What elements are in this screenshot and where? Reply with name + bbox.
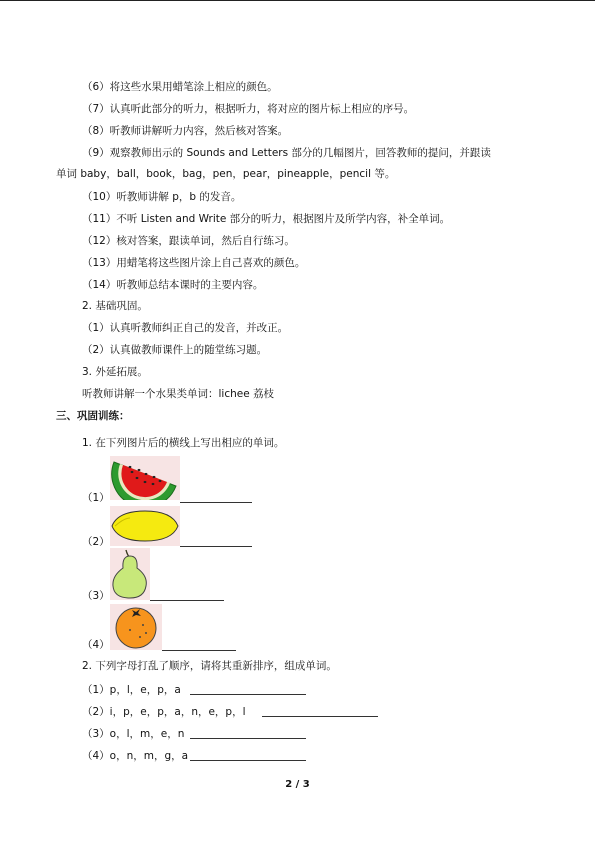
q1-answer-line-2[interactable] (180, 546, 252, 547)
step-7: （7）认真听此部分的听力，根据听力，将对应的图片标上相应的序号。 (82, 103, 415, 115)
exercise-heading: 三、巩固训练： (56, 410, 130, 422)
step-14: （14）听教师总结本课时的主要内容。 (82, 279, 264, 291)
section-2-item-1: （1）认真听教师纠正自己的发音，并改正。 (82, 322, 289, 334)
q2-item-3: （3）o，l，m，e，n (82, 728, 185, 740)
orange-icon (110, 604, 162, 650)
q1-answer-line-1[interactable] (180, 502, 252, 503)
section-2-title: 2. 基础巩固。 (82, 300, 148, 312)
watermelon-slice-icon (110, 456, 180, 500)
pear-icon (110, 548, 150, 600)
step-8: （8）听教师讲解听力内容，然后核对答案。 (82, 125, 289, 137)
step-11: （11）不听 Listen and Write 部分的听力，根据图片及所学内容，补全单词。 (82, 213, 451, 225)
step-9-continued: 单词 baby，ball，book，bag，pen，pear，pineapple，pencil 等。 (56, 168, 396, 180)
q1-item-2-label: （2） (82, 536, 110, 548)
step-13: （13）用蜡笔将这些图片涂上自己喜欢的颜色。 (82, 257, 306, 269)
q2-item-4: （4）o，n，m，g，a (82, 750, 189, 762)
step-10: （10）听教师讲解 p，b 的发音。 (82, 191, 242, 203)
section-3-title: 3. 外延拓展。 (82, 366, 148, 378)
q1-answer-line-4[interactable] (162, 650, 236, 651)
q2-answer-line-1[interactable] (190, 694, 306, 695)
page-number: 2 / 3 (285, 779, 310, 790)
q2-answer-line-2[interactable] (262, 716, 378, 717)
step-6: （6）将这些水果用蜡笔涂上相应的颜色。 (82, 81, 278, 93)
section-3-text: 听教师讲解一个水果类单词：lichee 荔枝 (82, 388, 275, 400)
q2-item-2: （2）i，p，e，p，a，n，e，p，l (82, 706, 246, 718)
page-top-rule (0, 0, 595, 1)
question-2-text: 2. 下列字母打乱了顺序，请将其重新排序，组成单词。 (82, 660, 337, 672)
q1-item-4-label: （4） (82, 639, 110, 651)
lemon-icon (110, 506, 180, 546)
step-9: （9）观察教师出示的 Sounds and Letters 部分的几幅图片，回答教师的提问，并跟读 (82, 147, 491, 159)
q1-item-1-label: （1） (82, 492, 110, 504)
section-2-item-2: （2）认真做教师课件上的随堂练习题。 (82, 344, 268, 356)
q2-item-1: （1）p，l，e，p，a (82, 684, 181, 696)
q1-item-3-label: （3） (82, 590, 110, 602)
question-1-text: 1. 在下列图片后的横线上写出相应的单词。 (82, 437, 285, 449)
q1-answer-line-3[interactable] (150, 600, 224, 601)
q2-answer-line-4[interactable] (190, 760, 306, 761)
step-12: （12）核对答案，跟读单词，然后自行练习。 (82, 235, 295, 247)
q2-answer-line-3[interactable] (190, 738, 306, 739)
